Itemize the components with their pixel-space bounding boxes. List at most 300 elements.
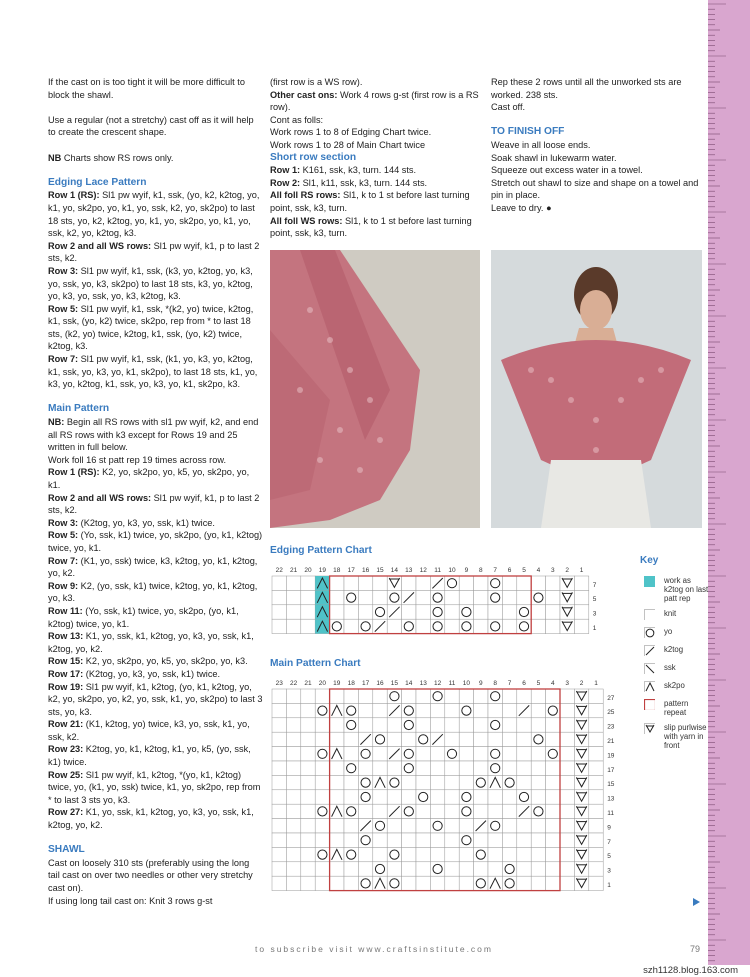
chart-cell <box>445 819 459 833</box>
row-label: NB: <box>48 417 65 428</box>
chart-cell <box>330 847 344 861</box>
chart-cell <box>301 819 315 833</box>
paragraph <box>270 189 480 214</box>
chart-cell <box>387 605 401 619</box>
row-label: Row 17: <box>48 668 84 679</box>
chart-cell <box>272 833 286 847</box>
chart-cell <box>546 605 560 619</box>
chart-cell <box>272 804 286 818</box>
chart-cell <box>517 761 531 775</box>
chart-cell <box>517 689 531 703</box>
chart-cell <box>402 862 416 876</box>
paragraph-text: Sl1, k to 1 st before last turning point, ssk, k3, turn. <box>270 215 472 239</box>
key-item <box>640 627 710 639</box>
chart-cell <box>344 833 358 847</box>
chart-cell <box>430 761 444 775</box>
chart-cell <box>589 876 603 890</box>
paragraph <box>491 164 701 177</box>
chart-cell <box>330 703 344 717</box>
chart-col-label: 5 <box>522 567 526 574</box>
chart-cell <box>358 847 372 861</box>
next-arrow-icon <box>693 898 700 906</box>
chart-cell <box>301 718 315 732</box>
chart-cell <box>459 804 473 818</box>
chart-col-label: 22 <box>289 680 298 687</box>
chart-cell <box>488 847 502 861</box>
chart-cell <box>315 619 329 633</box>
paragraph-text: (K1, yo, ssk) twice, k3, k2tog, yo, k1, k2tog, yo, k2. <box>48 555 258 579</box>
chart-cell <box>387 689 401 703</box>
chart-cell <box>474 747 488 761</box>
chart-cell <box>301 619 315 633</box>
chart-cell <box>286 576 300 590</box>
chart-cell <box>402 876 416 890</box>
chart-cell <box>574 833 588 847</box>
chart-cell <box>373 718 387 732</box>
chart-cell <box>474 590 488 604</box>
chart-cell <box>344 590 358 604</box>
row-label: Row 23: <box>48 744 84 755</box>
paragraph-text: K2, (yo, ssk, k1) twice, k2tog, yo, k1, k2tog, yo, k3. <box>48 580 258 604</box>
chart-cell <box>416 605 430 619</box>
chart-cell <box>301 689 315 703</box>
paragraph-text: Work 4 rows g-st (first row is a RS row). <box>270 89 479 113</box>
chart-cell <box>301 847 315 861</box>
chart-cell <box>272 790 286 804</box>
chart-cell <box>459 819 473 833</box>
key-swatch <box>644 699 655 710</box>
chart-cell <box>301 804 315 818</box>
chart-col-label: 18 <box>333 567 341 574</box>
paragraph-text: (K1, k2tog, yo) twice, k3, yo, ssk, k1, yo, ssk, k2. <box>48 719 250 742</box>
chart-col-label: 22 <box>275 567 283 574</box>
chart-cell <box>430 689 444 703</box>
paragraph-text: Sl1 pw wyif, k1, p to last 2 sts, k2. <box>48 492 260 516</box>
chart-cell <box>315 718 329 732</box>
chart-col-label: 17 <box>347 567 355 574</box>
chart-cell <box>373 833 387 847</box>
chart-cell <box>286 689 300 703</box>
chart-cell <box>517 819 531 833</box>
chart-cell <box>531 862 545 876</box>
chart-cell <box>402 605 416 619</box>
key-swatch <box>644 609 655 620</box>
chart-cell <box>459 747 473 761</box>
chart-cell <box>488 775 502 789</box>
paragraph <box>48 743 263 768</box>
paragraph-text: Squeeze out excess water in a towel. <box>491 165 643 176</box>
chart-cell <box>402 703 416 717</box>
chart-cell <box>416 862 430 876</box>
key-label: work as k2tog on last patt rep <box>664 576 709 603</box>
chart-cell <box>330 790 344 804</box>
chart-cell <box>546 804 560 818</box>
chart-cell <box>517 576 531 590</box>
chart-cell <box>574 761 588 775</box>
chart-cell <box>445 605 459 619</box>
chart-cell <box>430 833 444 847</box>
paragraph <box>491 177 701 202</box>
chart-cell <box>474 605 488 619</box>
chart-col-label: 16 <box>376 680 384 687</box>
chart-cell <box>358 576 372 590</box>
chart-cell <box>488 718 502 732</box>
chart-key <box>640 555 710 756</box>
row-label: Row 7: <box>48 354 79 365</box>
chart-cell <box>589 790 603 804</box>
chart-cell <box>560 689 574 703</box>
chart-cell <box>387 619 401 633</box>
chart-cell <box>459 590 473 604</box>
chart-cell <box>474 689 488 703</box>
chart-cell <box>502 761 516 775</box>
chart-cell <box>416 732 430 746</box>
chart-cell <box>358 775 372 789</box>
chart-cell <box>459 847 473 861</box>
chart-cell <box>286 732 300 746</box>
chart-cell <box>344 747 358 761</box>
chart-cell <box>358 605 372 619</box>
chart-cell <box>488 862 502 876</box>
chart-cell <box>574 619 588 633</box>
chart-cell <box>315 703 329 717</box>
key-item <box>640 576 710 603</box>
chart-cell <box>272 576 286 590</box>
chart-cell <box>546 689 560 703</box>
chart-cell <box>387 819 401 833</box>
paragraph <box>491 139 701 152</box>
paragraph-text: Sl1 pw wyif, k1, ssk, *(k2, yo) twice, k2tog, k1, ssk, (yo, k2) twice, sk2po, rep from * to last 18 sts, (k2, yo) twice, k2tog, k1, ssk, (yo, k2) twice, k2tog, k3. <box>48 303 254 352</box>
paragraph <box>48 580 263 605</box>
chart-cell <box>315 605 329 619</box>
chart-cell <box>517 590 531 604</box>
chart-cell <box>445 732 459 746</box>
chart-cell <box>531 761 545 775</box>
chart-cell <box>402 732 416 746</box>
chart-cell <box>402 576 416 590</box>
chart-cell <box>546 790 560 804</box>
chart-cell <box>387 703 401 717</box>
chart-cell <box>286 605 300 619</box>
chart-cell <box>589 689 603 703</box>
chart-cell <box>416 833 430 847</box>
chart-cell <box>387 747 401 761</box>
chart-cell <box>531 747 545 761</box>
paragraph <box>48 353 263 391</box>
chart-col-label: 10 <box>462 680 471 687</box>
shawl-photo-model <box>491 250 702 528</box>
paragraph-text: (K2tog, yo, k3, yo, ssk, k1) twice. <box>78 517 215 528</box>
chart-row-label: 5 <box>592 596 597 604</box>
chart-cell <box>344 847 358 861</box>
chart-cell <box>502 718 516 732</box>
chart-cell <box>546 732 560 746</box>
chart-cell <box>301 703 315 717</box>
chart-cell <box>315 732 329 746</box>
chart-cell <box>272 590 286 604</box>
chart-cell <box>560 862 574 876</box>
chart-cell <box>445 775 459 789</box>
chart-cell <box>546 703 560 717</box>
edging-chart <box>270 564 640 644</box>
row-label: Row 19: <box>48 681 84 692</box>
chart-cell <box>488 790 502 804</box>
chart-cell <box>502 833 516 847</box>
paragraph <box>48 466 263 491</box>
chart-cell <box>560 718 574 732</box>
chart-row-label: 17 <box>607 766 615 774</box>
chart-col-label: 17 <box>361 680 370 687</box>
chart-cell <box>272 605 286 619</box>
chart-cell <box>488 703 502 717</box>
chart-col-label: 7 <box>493 567 498 574</box>
chart-cell <box>315 804 329 818</box>
chart-col-label: 11 <box>434 567 441 574</box>
paragraph-text: Begin all RS rows with sl1 pw wyif, k2, and end all RS rows with k3 except for Rows 19 and 25 written in full below. <box>48 417 259 453</box>
chart-cell <box>430 703 444 717</box>
section-heading: Main Pattern <box>48 403 110 415</box>
watermark: szh1128.blog.163.com <box>643 965 738 976</box>
paragraph <box>270 139 480 152</box>
chart-cell <box>286 862 300 876</box>
chart-cell <box>272 747 286 761</box>
chart-cell <box>330 718 344 732</box>
chart-cell <box>474 775 488 789</box>
chart-cell <box>315 847 329 861</box>
chart-cell <box>430 718 444 732</box>
chart-cell <box>474 718 488 732</box>
paragraph <box>48 492 263 517</box>
chart-cell <box>531 605 545 619</box>
chart-cell <box>416 576 430 590</box>
chart-cell <box>358 804 372 818</box>
chart-cell <box>373 747 387 761</box>
chart-cell <box>301 775 315 789</box>
chart-cell <box>560 775 574 789</box>
chart-row-label: 13 <box>607 795 615 803</box>
chart-col-label: 6 <box>507 567 512 574</box>
chart-col-label: 5 <box>536 680 541 687</box>
chart-cell <box>416 790 430 804</box>
paragraph <box>270 89 480 114</box>
chart-cell <box>430 747 444 761</box>
chart-cell <box>416 847 430 861</box>
chart-cell <box>344 703 358 717</box>
chart-cell <box>531 576 545 590</box>
chart-col-label: 13 <box>419 680 427 687</box>
chart-cell <box>416 747 430 761</box>
key-label: sk2po <box>664 681 685 690</box>
chart-cell <box>402 804 416 818</box>
chart-col-label: 12 <box>419 567 427 574</box>
paragraph-text: Cast off. <box>491 102 526 113</box>
chart-cell <box>517 718 531 732</box>
chart-cell <box>574 847 588 861</box>
chart-cell <box>589 703 603 717</box>
chart-cell <box>344 790 358 804</box>
chart-cell <box>315 590 329 604</box>
chart-cell <box>474 819 488 833</box>
row-label: Row 1: <box>270 165 301 176</box>
key-item <box>640 663 710 675</box>
chart-cell <box>502 775 516 789</box>
chart-cell <box>589 747 603 761</box>
paragraph <box>48 189 263 239</box>
chart-row-label: 9 <box>607 824 611 832</box>
paragraph <box>48 718 263 743</box>
chart-cell <box>358 790 372 804</box>
chart-cell <box>373 703 387 717</box>
chart-cell <box>330 876 344 890</box>
chart-cell <box>474 732 488 746</box>
chart-cell <box>574 703 588 717</box>
chart-cell <box>358 732 372 746</box>
paragraph <box>48 416 263 454</box>
paragraph-text: Weave in all loose ends. <box>491 139 591 150</box>
chart-cell <box>574 732 588 746</box>
chart-cell <box>344 689 358 703</box>
key-title: Key <box>640 555 659 566</box>
chart-cell <box>589 847 603 861</box>
chart-col-label: 3 <box>565 680 570 687</box>
section-heading: Edging Lace Pattern <box>48 176 147 188</box>
chart-cell <box>344 819 358 833</box>
chart-col-label: 23 <box>275 680 283 687</box>
paragraph-text: Sl1 pw wyif, k1, k2tog, *(yo, k1, k2tog) twice, yo, (k1, yo, ssk) twice, k1, yo, sk2po, rep from * to last 3 sts yo, k3. <box>48 769 261 805</box>
chart-cell <box>546 619 560 633</box>
row-label: NB <box>48 152 62 163</box>
chart-cell <box>358 862 372 876</box>
footer-text: to subscribe visit www.craftsinstitute.com <box>255 944 493 954</box>
paragraph-text: Leave to dry. ● <box>491 202 552 213</box>
chart-cell <box>546 718 560 732</box>
section-heading: TO FINISH OFF <box>491 126 565 138</box>
chart-cell <box>459 619 473 633</box>
chart-cell <box>402 775 416 789</box>
paragraph-text: (Yo, ssk, k1) twice, yo, sk2po, (yo, k1, k2tog) twice, yo, k1. <box>48 605 239 629</box>
row-label: Row 13: <box>48 631 84 642</box>
chart-cell <box>502 876 516 890</box>
chart-cell <box>344 619 358 633</box>
chart-cell <box>387 790 401 804</box>
chart-row-label: 7 <box>607 838 611 846</box>
chart-cell <box>387 775 401 789</box>
paragraph-text: Sl1 pw wyif, k1, ssk, (k3, yo, k2tog, yo, k3, yo, ssk, yo, k3, sk2po) to last 18 sts, k3, yo, k2tog, yo, k3, yo, ssk, yo, k3, k2tog, k3. <box>48 265 253 302</box>
chart-cell <box>416 876 430 890</box>
paragraph <box>270 126 480 139</box>
chart-cell <box>574 804 588 818</box>
chart-cell <box>488 819 502 833</box>
chart-row-label: 7 <box>592 581 597 589</box>
paragraph-text: Sl1, k11, ssk, k3, turn. 144 sts. <box>300 177 428 188</box>
chart-cell <box>488 747 502 761</box>
paragraph <box>48 605 263 630</box>
chart-cell <box>445 862 459 876</box>
chart-cell <box>517 833 531 847</box>
chart-cell <box>560 761 574 775</box>
chart-cell <box>517 847 531 861</box>
chart-row-label: 3 <box>607 867 611 875</box>
chart-cell <box>272 876 286 890</box>
column-right <box>491 76 701 215</box>
chart-col-label: 1 <box>594 680 598 687</box>
chart-cell <box>531 732 545 746</box>
chart-cell <box>459 605 473 619</box>
chart-row-label: 27 <box>607 694 615 702</box>
paragraph <box>270 215 480 240</box>
chart-cell <box>430 732 444 746</box>
chart-col-label: 20 <box>304 567 312 574</box>
chart-cell <box>358 703 372 717</box>
paragraph-text: Sl1 pw wyif, k1, ssk, (yo, k2, k2tog, yo, k1, yo, sk2po, yo, k1, yo, ssk, k2, yo, sk2po) to last 18 sts, yo, k2, k2tog, yo, k1, yo, sk2po, yo, k1, yo, ssk, k2, yo, k2tog, k3. <box>48 190 260 239</box>
chart-cell <box>445 790 459 804</box>
chart-cell <box>574 689 588 703</box>
column-left <box>48 76 263 907</box>
chart-cell <box>373 590 387 604</box>
chart-cell <box>272 847 286 861</box>
paragraph <box>48 857 263 895</box>
chart-cell <box>459 775 473 789</box>
chart-cell <box>502 703 516 717</box>
chart-cell <box>301 590 315 604</box>
row-label: Row 2: <box>270 177 301 188</box>
chart-cell <box>330 689 344 703</box>
chart-col-label: 4 <box>550 680 555 687</box>
chart-cell <box>488 833 502 847</box>
paragraph <box>491 202 701 215</box>
chart-cell <box>416 590 430 604</box>
chart-cell <box>502 804 516 818</box>
chart-cell <box>387 761 401 775</box>
chart-col-label: 15 <box>376 567 384 574</box>
chart-cell <box>502 790 516 804</box>
key-swatch <box>644 576 655 587</box>
chart-cell <box>531 718 545 732</box>
chart-cell <box>546 761 560 775</box>
chart-cell <box>531 590 545 604</box>
chart-col-label: 12 <box>433 680 442 687</box>
row-label: Row 1 (RS): <box>48 190 100 201</box>
paragraph <box>48 152 263 165</box>
key-swatch <box>644 723 655 734</box>
chart-cell <box>474 847 488 861</box>
chart-cell <box>531 619 545 633</box>
row-label: Row 27: <box>48 807 84 818</box>
chart-cell <box>416 718 430 732</box>
chart-cell <box>474 862 488 876</box>
key-item <box>640 681 710 693</box>
chart-cell <box>358 833 372 847</box>
key-swatch <box>644 627 655 638</box>
key-label: k2tog <box>664 645 684 654</box>
key-swatch <box>644 645 655 656</box>
chart-cell <box>488 689 502 703</box>
chart-cell <box>502 847 516 861</box>
chart-cell <box>445 804 459 818</box>
chart-cell <box>589 732 603 746</box>
chart-cell <box>330 747 344 761</box>
paragraph-text: K2tog, yo, k1, k2tog, k1, yo, k5, (yo, ssk, k1) twice. <box>48 744 251 768</box>
paragraph <box>48 555 263 580</box>
chart-cell <box>402 619 416 633</box>
row-label: Row 1 (RS): <box>48 467 100 478</box>
chart-cell <box>589 775 603 789</box>
chart-cell <box>373 862 387 876</box>
paragraph <box>48 240 263 265</box>
chart-cell <box>286 819 300 833</box>
chart-cell <box>358 761 372 775</box>
chart-cell <box>286 747 300 761</box>
